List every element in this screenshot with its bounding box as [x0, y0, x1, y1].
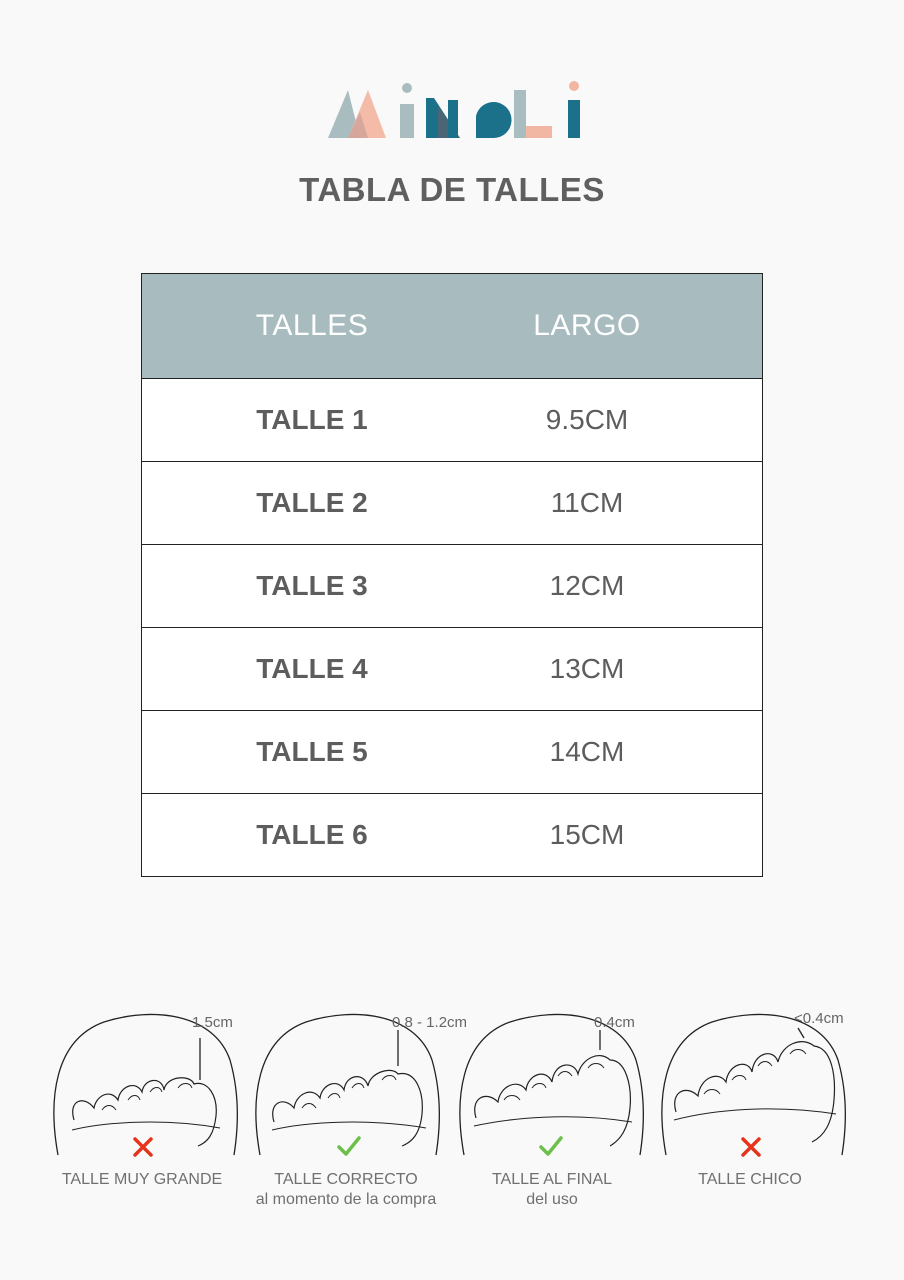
length-cell: 12CM — [452, 545, 763, 628]
caption-title: TALLE AL FINAL — [491, 1171, 613, 1188]
header-largo: LARGO — [452, 274, 763, 379]
caption-title: TALLE CORRECTO — [274, 1171, 418, 1188]
x-mark-icon — [132, 1136, 154, 1158]
table-row — [142, 628, 763, 711]
table-row — [142, 794, 763, 877]
fit-caption — [630, 1170, 870, 1190]
length-cell: 15CM — [452, 794, 763, 877]
page-title: TABLA DE TALLES — [299, 171, 605, 208]
size-cell: TALLE 6 — [142, 794, 453, 877]
length-cell: 13CM — [452, 628, 763, 711]
logo-graphic — [326, 76, 582, 142]
minoli-logo — [326, 76, 582, 142]
table-row — [142, 462, 763, 545]
measure-label: <0.4cm — [794, 1010, 844, 1027]
measure-label: 0.8 - 1.2cm — [392, 1014, 468, 1031]
size-cell: TALLE 1 — [142, 379, 453, 462]
size-cell: TALLE 3 — [142, 545, 453, 628]
check-mark-icon — [538, 1134, 564, 1158]
measure-label: 0.4cm — [594, 1014, 635, 1031]
fit-guide — [0, 1000, 904, 1230]
caption-title: TALLE CHICO — [698, 1171, 802, 1188]
size-cell: TALLE 2 — [142, 462, 453, 545]
caption-title: TALLE MUY GRANDE — [61, 1171, 223, 1188]
table-row — [142, 711, 763, 794]
check-mark-icon — [336, 1134, 362, 1158]
header-talles: TALLES — [142, 274, 453, 379]
measure-label: 1.5cm — [192, 1014, 233, 1031]
table-header-row — [142, 274, 763, 379]
length-cell: 11CM — [452, 462, 763, 545]
table-row — [142, 545, 763, 628]
size-cell: TALLE 5 — [142, 711, 453, 794]
caption-subtitle: al momento de la compra — [255, 1191, 437, 1208]
size-table — [141, 273, 763, 877]
length-cell: 9.5CM — [452, 379, 763, 462]
caption-subtitle: del uso — [526, 1191, 578, 1208]
table-row — [142, 379, 763, 462]
fit-caption — [226, 1170, 466, 1210]
size-cell: TALLE 4 — [142, 628, 453, 711]
length-cell: 14CM — [452, 711, 763, 794]
x-mark-icon — [740, 1136, 762, 1158]
